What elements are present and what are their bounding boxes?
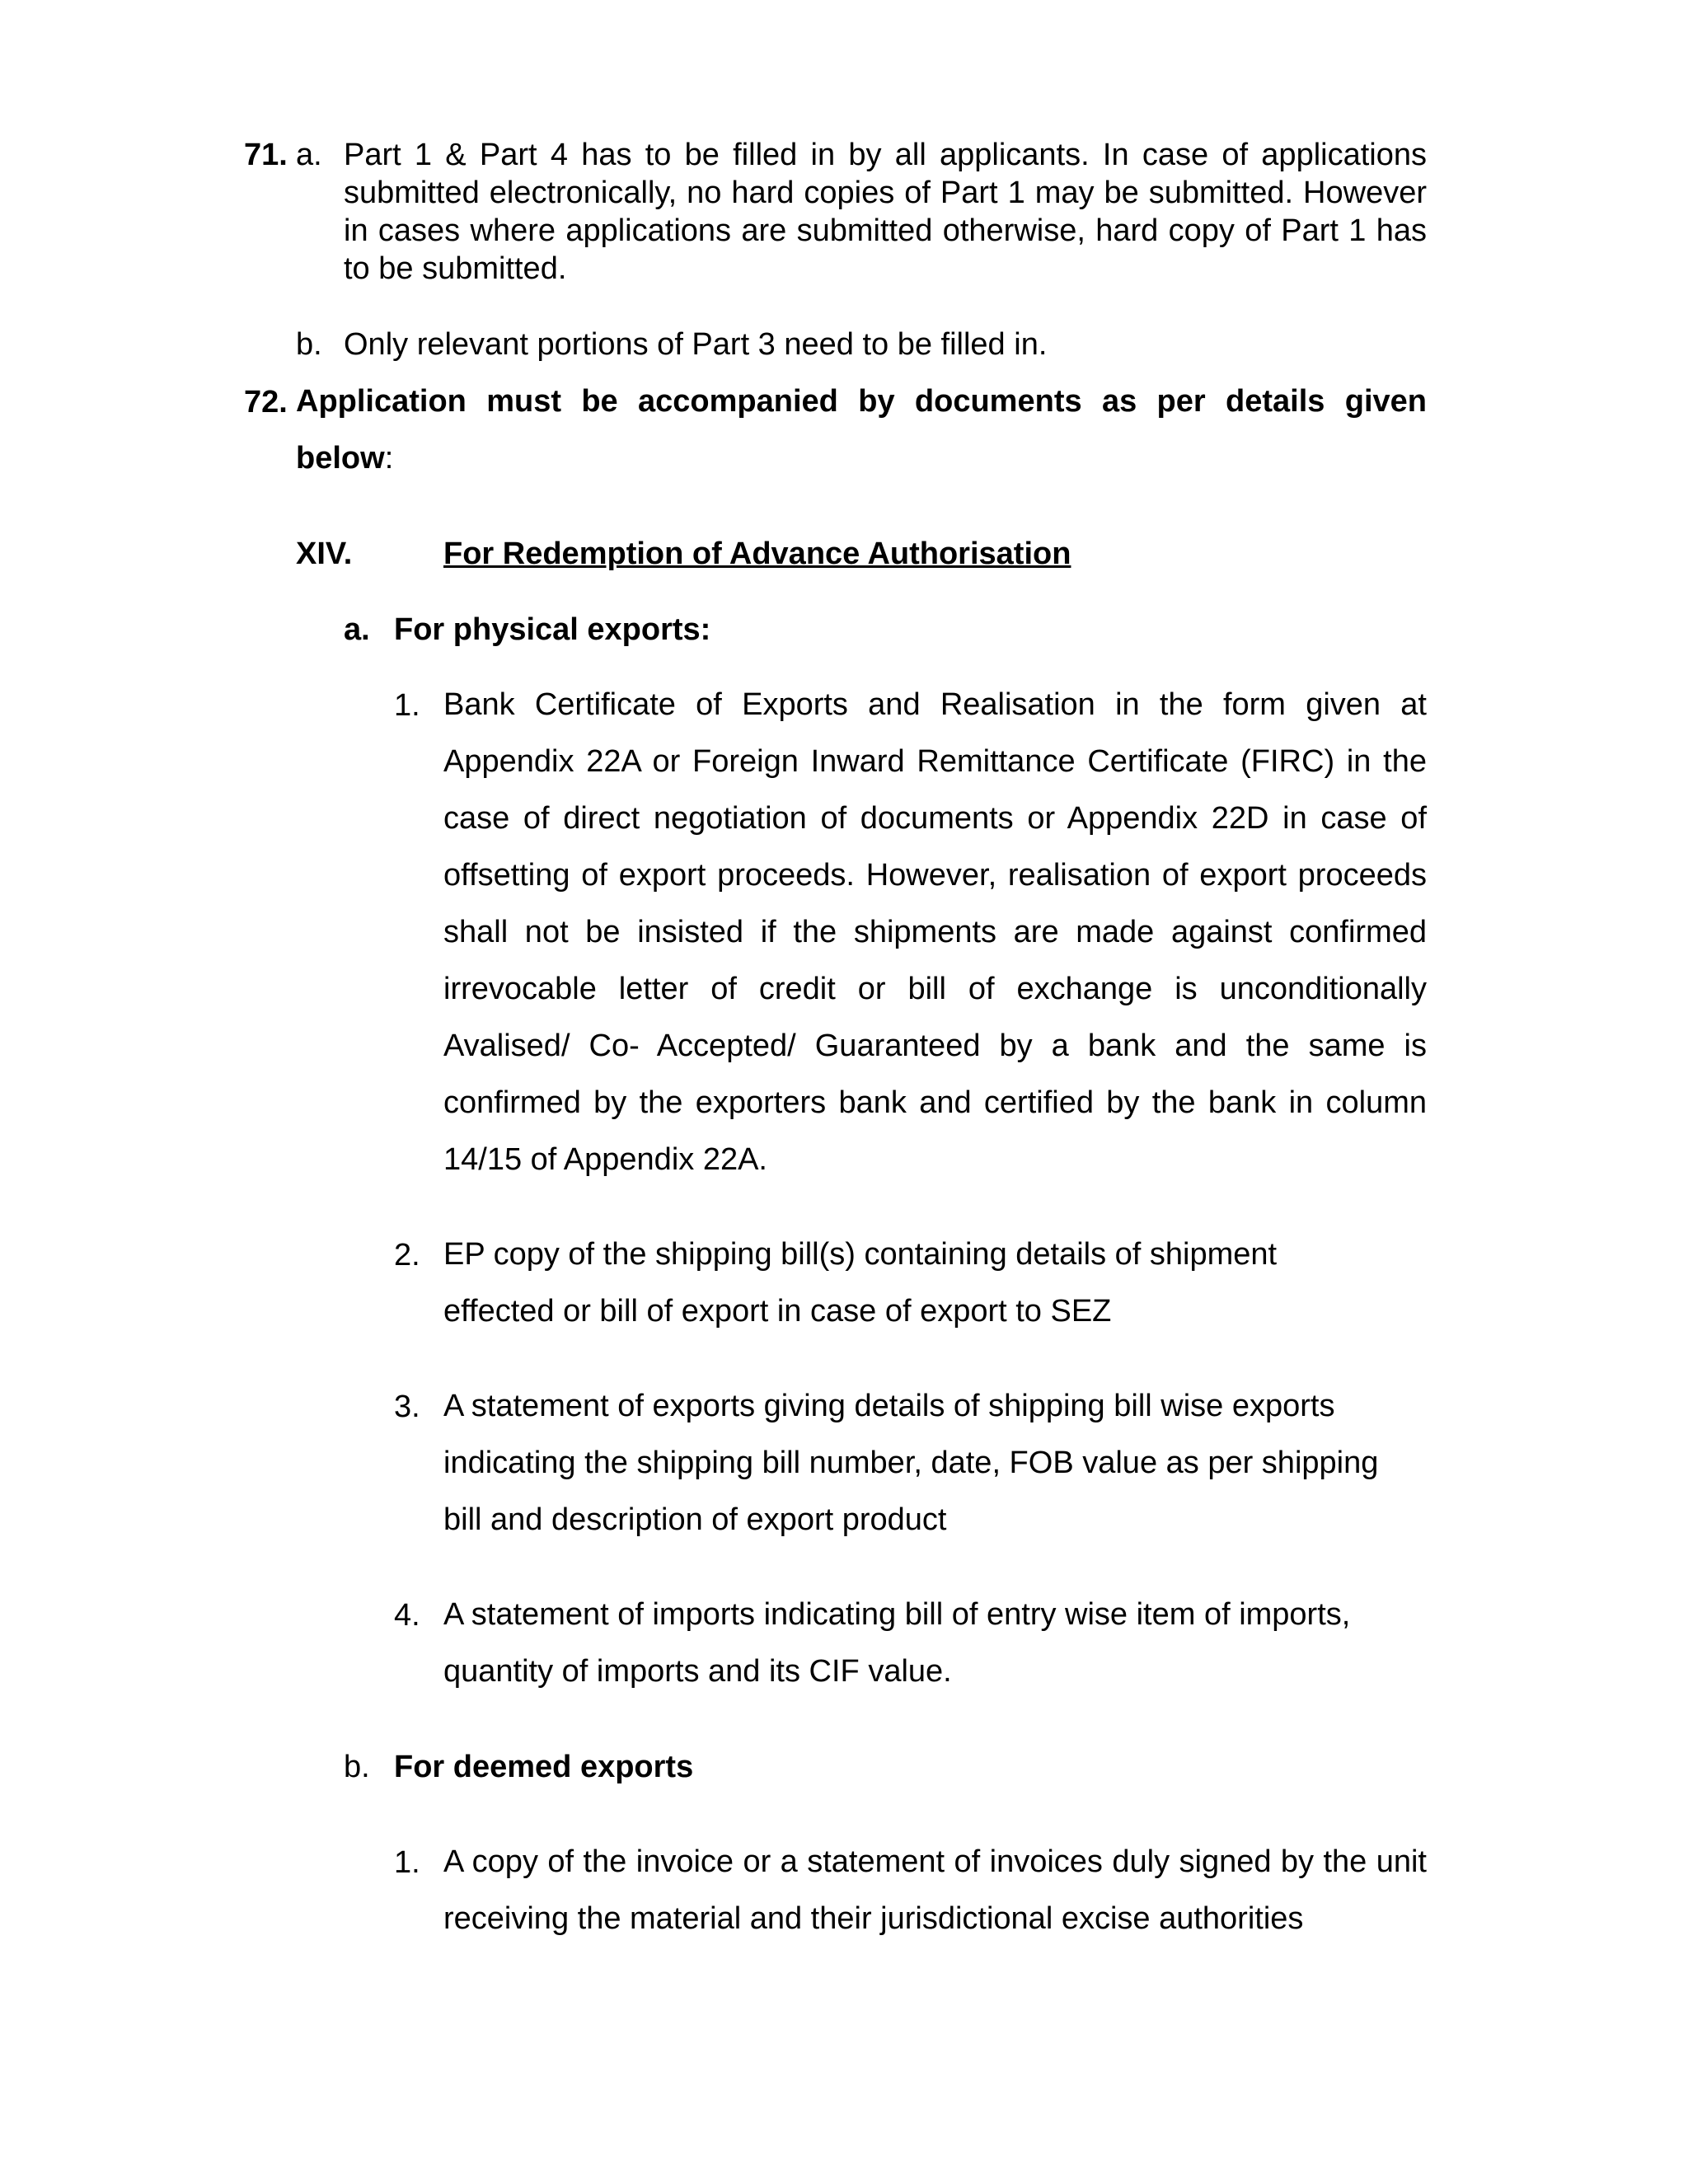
deemed-exports-title: For deemed exports (394, 1750, 694, 1784)
deemed-item-number: 1. (394, 1845, 420, 1880)
deemed-item-text: A copy of the invoice or a statement of invoices duly signed by the unit receiving the material and their jurisdictional excise authorities (443, 1844, 1427, 1936)
physical-exports-title: For physical exports: (394, 612, 711, 647)
item-72-heading-colon: : (384, 441, 394, 476)
physical-item-number: 1. (394, 688, 420, 723)
item-72-heading (296, 373, 1427, 487)
item-71-number: 71. (244, 138, 288, 172)
item-71-a-label: a. (296, 138, 322, 172)
physical-item-text: A statement of exports giving details of shipping bill wise exports indicating the shipping bill number, date, FOB value as per shipping bill and description of export product (443, 1389, 1379, 1537)
item-71-b-text: Only relevant portions of Part 3 need to be filled in. (344, 327, 1048, 362)
physical-item-number: 3. (394, 1390, 420, 1424)
physical-item-text: A statement of imports indicating bill of entry wise item of imports, quantity of imports and its CIF value. (443, 1597, 1351, 1689)
physical-item-number: 4. (394, 1598, 420, 1633)
physical-item-text: EP copy of the shipping bill(s) containing details of shipment effected or bill of export in case of export to SEZ (443, 1237, 1278, 1329)
section-xiv-numeral: XIV. (296, 537, 353, 571)
item-72-heading-text: Application must be accompanied by documents as per details given below (296, 384, 1427, 476)
deemed-exports-label: b. (344, 1750, 370, 1784)
section-xiv-title: For Redemption of Advance Authorisation (443, 537, 1071, 571)
item-71-b-label: b. (296, 327, 322, 362)
physical-item-text: Bank Certificate of Exports and Realisation in the form given at Appendix 22A or Foreign Inward Remittance Certificate (FIRC) in the case of direct negotiation of documents or Appendix 22D in case of offsetting of export proceeds. However, realisation of export proceeds shall not be insisted if the shipments are made against confirmed irrevocable letter of credit or bill of exchange is unconditionally Avalised/ Co- Accepted/ Guaranteed by a bank and the same is confirmed by the exporters bank and certified by the bank in column 14/15 of Appendix 22A. (443, 687, 1427, 1177)
item-72-number: 72. (244, 385, 288, 419)
physical-item-number: 2. (394, 1238, 420, 1272)
item-71-a-text: Part 1 & Part 4 has to be filled in by all applicants. In case of applications submitted electronically, no hard copies of Part 1 may be submitted. However in cases where applications are submitted otherwise, hard copy of Part 1 has to be submitted. (344, 138, 1427, 286)
physical-exports-label: a. (344, 612, 370, 647)
